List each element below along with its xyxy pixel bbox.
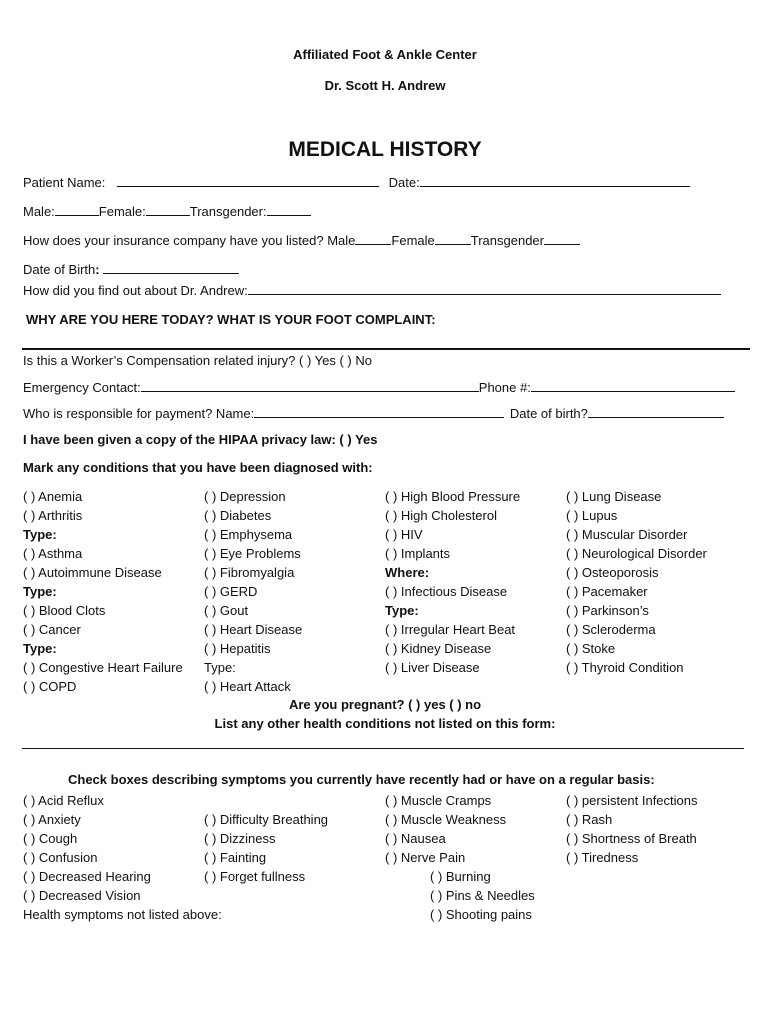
condition-type-label: Type: [204, 660, 236, 675]
condition-item[interactable]: ( ) Osteoporosis [566, 565, 659, 580]
pregnant-question: Are you pregnant? ( ) yes ( ) no [288, 697, 482, 712]
condition-item[interactable]: ( ) Implants [385, 546, 451, 561]
dob-row [23, 262, 239, 277]
condition-item[interactable]: ( ) High Blood Pressure [385, 489, 521, 504]
condition-item[interactable]: ( ) Pacemaker [566, 584, 648, 599]
condition-item[interactable]: ( ) Blood Clots [23, 603, 106, 618]
insurance-transgender-label: Transgender [470, 233, 544, 248]
condition-item[interactable]: ( ) Depression [204, 489, 286, 504]
conditions-col-1 [23, 487, 183, 696]
condition-item[interactable]: ( ) Heart Disease [204, 622, 303, 637]
symptoms-col-2 [204, 810, 328, 886]
condition-item[interactable]: ( ) Lung Disease [566, 489, 662, 504]
patient-name-label: Patient Name: [23, 175, 106, 190]
patient-name-field[interactable] [117, 175, 379, 187]
female-label: Female: [98, 204, 146, 219]
symptom-item[interactable]: ( ) Decreased Vision [23, 888, 141, 903]
symptom-subitem[interactable]: ( ) Shooting pains [430, 907, 532, 922]
symptom-item[interactable]: ( ) Confusion [23, 850, 98, 865]
condition-item[interactable]: ( ) Congestive Heart Failure [23, 660, 183, 675]
condition-type-label: Type: [385, 603, 419, 618]
symptom-item[interactable]: ( ) Difficulty Breathing [204, 812, 329, 827]
symptom-item[interactable]: ( ) Tiredness [566, 850, 639, 865]
condition-type-label: Type: [23, 641, 57, 656]
symptom-item[interactable]: ( ) Cough [23, 831, 78, 846]
symptom-item[interactable]: ( ) Fainting [204, 850, 267, 865]
condition-item[interactable]: ( ) Stoke [566, 641, 616, 656]
clinic-name: Affiliated Foot & Ankle Center [293, 47, 477, 62]
symptom-item[interactable]: ( ) Rash [566, 812, 613, 827]
transgender-field[interactable] [267, 204, 311, 216]
workers-comp-question: Is this a Worker’s Compensation related injury? ( ) Yes ( ) No [23, 353, 372, 368]
payment-label: Who is responsible for payment? Name: [23, 406, 255, 421]
find-out-row [23, 283, 721, 298]
transgender-label: Transgender: [189, 204, 267, 219]
date-label: Date: [388, 175, 420, 190]
condition-item[interactable]: ( ) Cancer [23, 622, 81, 637]
condition-item[interactable]: ( ) COPD [23, 679, 77, 694]
symptoms-heading: Check boxes describing symptoms you currently have recently had or have on a regular basis: [68, 772, 655, 787]
complaint-heading: WHY ARE YOU HERE TODAY? WHAT IS YOUR FOOT COMPLAINT: [26, 312, 436, 327]
emergency-row [23, 380, 735, 395]
condition-item[interactable]: ( ) Arthritis [23, 508, 83, 523]
condition-item[interactable]: ( ) Muscular Disorder [566, 527, 688, 542]
condition-item[interactable]: ( ) Infectious Disease [385, 584, 508, 599]
symptom-item[interactable]: ( ) persistent Infections [566, 793, 698, 808]
insurance-female-label: Female [391, 233, 435, 248]
female-field[interactable] [146, 204, 190, 216]
phone-field[interactable] [531, 380, 735, 392]
symptom-item[interactable]: ( ) Nausea [385, 831, 446, 846]
find-out-field[interactable] [248, 283, 721, 295]
condition-item[interactable]: ( ) Diabetes [204, 508, 272, 523]
payment-dob-label: Date of birth? [509, 406, 588, 421]
insurance-female-field[interactable] [435, 233, 471, 245]
condition-item[interactable]: ( ) Kidney Disease [385, 641, 492, 656]
payment-row [23, 406, 724, 421]
condition-item[interactable]: ( ) GERD [204, 584, 258, 599]
condition-item[interactable]: ( ) High Cholesterol [385, 508, 497, 523]
condition-item[interactable]: ( ) Neurological Disorder [566, 546, 707, 561]
condition-item[interactable]: ( ) Heart Attack [204, 679, 291, 694]
condition-item[interactable]: ( ) Autoimmune Disease [23, 565, 162, 580]
condition-item[interactable]: ( ) Lupus [566, 508, 618, 523]
conditions-col-2 [204, 487, 302, 696]
condition-item[interactable]: ( ) Thyroid Condition [566, 660, 684, 675]
symptoms-other-label: Health symptoms not listed above: [23, 907, 222, 922]
doctor-name: Dr. Scott H. Andrew [324, 78, 446, 93]
symptoms-col-3-nerve [430, 867, 535, 924]
condition-item[interactable]: ( ) Irregular Heart Beat [385, 622, 516, 637]
symptom-item[interactable]: ( ) Acid Reflux [23, 793, 104, 808]
complaint-line[interactable] [22, 348, 750, 350]
emergency-field[interactable] [141, 380, 479, 392]
condition-item[interactable]: ( ) Emphysema [204, 527, 293, 542]
condition-item[interactable]: ( ) HIV [385, 527, 423, 542]
condition-item[interactable]: ( ) Gout [204, 603, 249, 618]
insurance-male-field[interactable] [355, 233, 391, 245]
symptom-item[interactable]: ( ) Muscle Weakness [385, 812, 507, 827]
male-label: Male: [23, 204, 55, 219]
other-conditions-label: List any other health conditions not listed on this form: [214, 716, 556, 731]
conditions-col-3 [385, 487, 520, 677]
symptom-subitem[interactable]: ( ) Pins & Needles [430, 888, 535, 903]
payment-dob-field[interactable] [588, 406, 724, 418]
condition-where-label: Where: [385, 565, 430, 580]
condition-type-label: Type: [23, 527, 57, 542]
conditions-heading: Mark any conditions that you have been diagnosed with: [23, 460, 373, 475]
symptom-item[interactable]: ( ) Anxiety [23, 812, 81, 827]
page-title: MEDICAL HISTORY [288, 138, 482, 161]
patient-name-row [23, 175, 690, 190]
male-field[interactable] [55, 204, 99, 216]
condition-item[interactable]: ( ) Fibromyalgia [204, 565, 295, 580]
condition-item[interactable]: ( ) Anemia [23, 489, 83, 504]
dob-label: Date of Birth [23, 262, 96, 277]
dob-field[interactable] [103, 262, 239, 274]
symptoms-col-1 [23, 791, 222, 924]
condition-item[interactable]: ( ) Parkinson’s [566, 603, 649, 618]
hipaa-statement: I have been given a copy of the HIPAA privacy law: ( ) Yes [23, 432, 378, 447]
condition-item[interactable]: ( ) Liver Disease [385, 660, 480, 675]
conditions-col-4 [566, 487, 707, 677]
condition-item[interactable]: ( ) Asthma [23, 546, 83, 561]
condition-item[interactable]: ( ) Scleroderma [566, 622, 656, 637]
payment-name-field[interactable] [254, 406, 504, 418]
symptom-item[interactable]: ( ) Forget fullness [204, 869, 306, 884]
symptom-item[interactable]: ( ) Nerve Pain [385, 850, 466, 865]
symptom-item[interactable]: ( ) Dizziness [204, 831, 276, 846]
emergency-label: Emergency Contact: [23, 380, 141, 395]
date-field[interactable] [420, 175, 690, 187]
condition-item[interactable]: ( ) Eye Problems [204, 546, 301, 561]
insurance-transgender-field[interactable] [544, 233, 580, 245]
insurance-row [23, 233, 580, 248]
symptom-item[interactable]: ( ) Decreased Hearing [23, 869, 151, 884]
find-out-label: How did you find out about Dr. Andrew: [23, 283, 248, 298]
condition-type-label: Type: [23, 584, 57, 599]
symptoms-col-4 [566, 791, 698, 867]
insurance-label: How does your insurance company have you listed? Male [23, 233, 356, 248]
dob-colon: : [95, 262, 100, 277]
gender-row [23, 204, 311, 219]
symptoms-col-3 [385, 791, 506, 867]
symptom-subitem[interactable]: ( ) Burning [430, 869, 491, 884]
other-conditions-line[interactable] [22, 748, 744, 749]
symptom-item[interactable]: ( ) Muscle Cramps [385, 793, 492, 808]
condition-item[interactable]: ( ) Hepatitis [204, 641, 271, 656]
symptom-item[interactable]: ( ) Shortness of Breath [566, 831, 697, 846]
phone-label: Phone #: [478, 380, 531, 395]
